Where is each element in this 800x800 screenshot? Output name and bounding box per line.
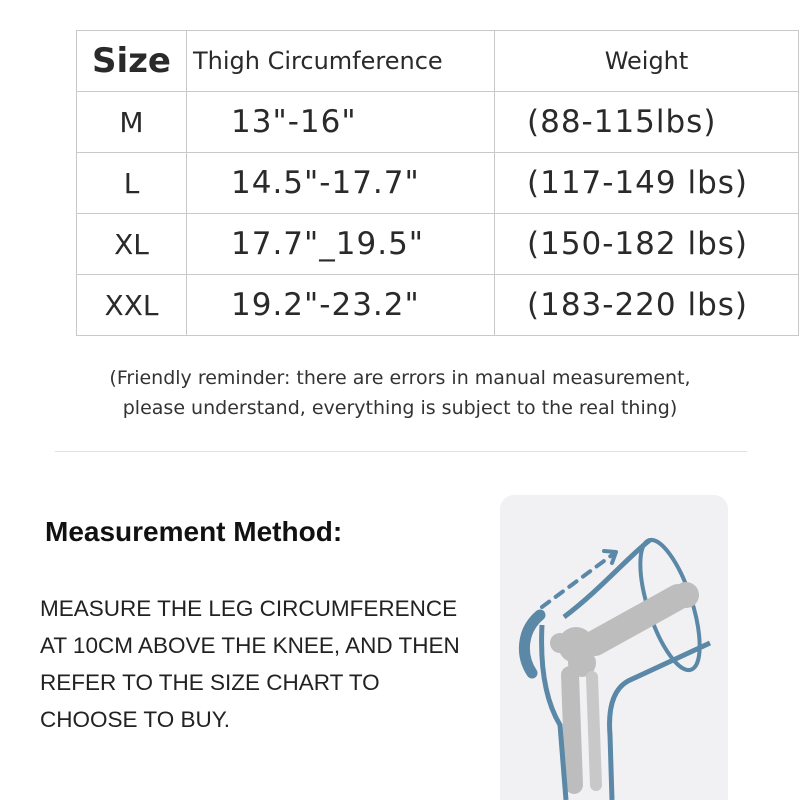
instruction-line: CHOOSE TO BUY. <box>40 707 231 732</box>
cell-thigh: 14.5"-17.7" <box>187 153 495 214</box>
reminder-line: (Friendly reminder: there are errors in manual measurement, <box>109 367 691 389</box>
cell-weight: (88-115lbs) <box>495 92 799 153</box>
cell-size: L <box>77 153 187 214</box>
cell-weight: (117-149 lbs) <box>495 153 799 214</box>
cell-thigh: 13"-16" <box>187 92 495 153</box>
table-header-row <box>77 31 799 92</box>
table-row <box>77 214 799 275</box>
knee-measurement-illustration <box>500 495 728 800</box>
measurement-method-title: Measurement Method: <box>45 516 343 547</box>
cell-thigh: 17.7"_19.5" <box>187 214 495 275</box>
instruction-line: AT 10CM ABOVE THE KNEE, AND THEN <box>40 633 460 658</box>
cell-size: M <box>77 92 187 153</box>
table-row <box>77 153 799 214</box>
reminder-line: please understand, everything is subject to the real thing) <box>122 397 678 419</box>
measurement-method-instructions <box>40 590 500 738</box>
table-row <box>77 275 799 336</box>
cell-thigh: 19.2"-23.2" <box>187 275 495 336</box>
cell-weight: (183-220 lbs) <box>495 275 799 336</box>
header-size: Size <box>77 31 187 92</box>
header-weight: Weight <box>495 31 799 92</box>
table-row <box>77 92 799 153</box>
size-chart-table <box>76 30 799 336</box>
section-divider <box>55 451 747 452</box>
instruction-line: MEASURE THE LEG CIRCUMFERENCE <box>40 596 458 621</box>
friendly-reminder <box>40 363 760 423</box>
header-thigh-circumference: Thigh Circumference <box>187 31 495 92</box>
cell-size: XXL <box>77 275 187 336</box>
knee-illustration-icon <box>500 495 728 800</box>
cell-weight: (150-182 lbs) <box>495 214 799 275</box>
cell-size: XL <box>77 214 187 275</box>
instruction-line: REFER TO THE SIZE CHART TO <box>40 670 380 695</box>
